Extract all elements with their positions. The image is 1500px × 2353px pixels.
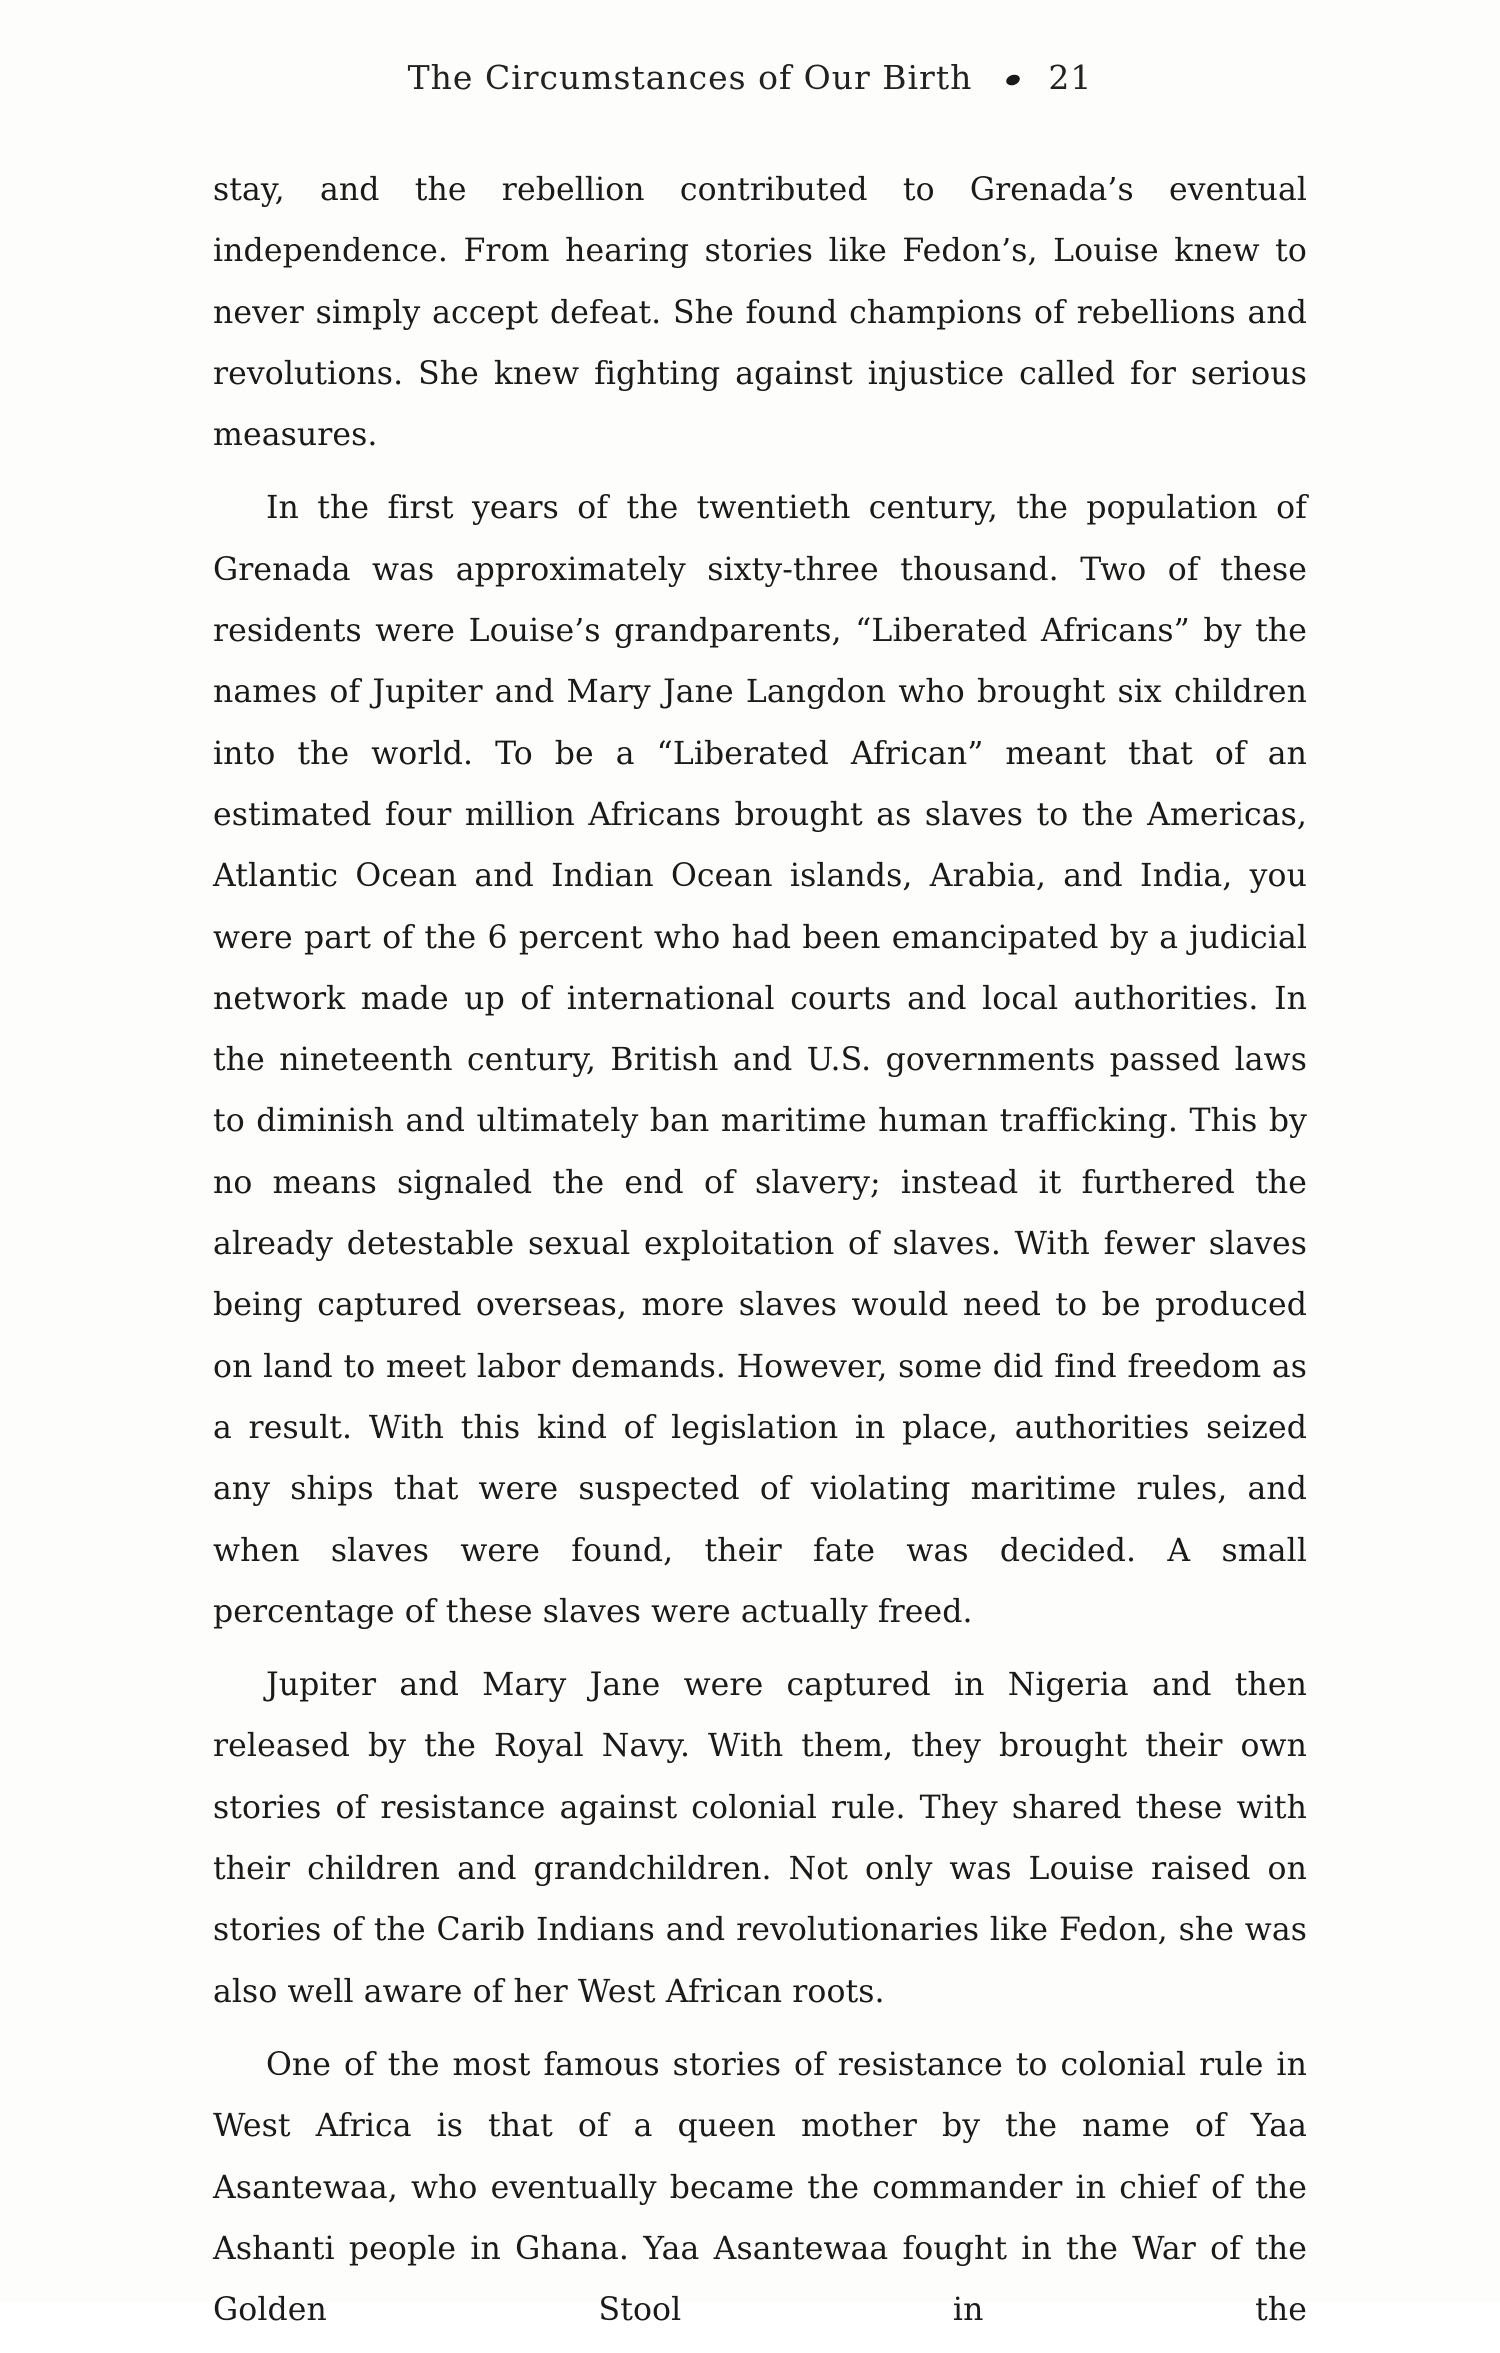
running-header (0, 58, 1500, 97)
bullet-separator-icon (1005, 73, 1022, 87)
paragraph-yaa-asantewaa: One of the most famous stories of resistance to colonial rule in West Africa is that of a queen mother by the name of Yaa Asantewaa, who eventually became the commander in chief of the Ashanti people in Ghana. Yaa Asantewaa fought in the War of the Golden Stool in the (213, 2046, 1307, 2329)
body-text (213, 160, 1307, 2353)
running-title: The Circumstances of Our Birth (407, 58, 973, 97)
page-number: 21 (1048, 58, 1093, 97)
paragraph-jupiter-mary-jane: Jupiter and Mary Jane were captured in Nigeria and then released by the Royal Navy. With them, they brought their own stories of resistance against colonial rule. They shared these with their children and grandchildren. Not only was Louise raised on stories of the Carib Indians and revolutionaries like Fedon, she was also well aware of her West African roots. (213, 1667, 1307, 2010)
paragraph-liberated-africans: In the first years of the twentieth century, the population of Grenada was approximately sixty-three thousand. Two of these residents were Louise’s grandparents, “Liberated Africans” by the names of Jupiter and Mary Jane Langdon who brought six children into the world. To be a “Liberated African” meant that of an estimated four million Africans brought as slaves to the Americas, Atlantic Ocean and Indian Ocean islands, Arabia, and India, you were part of the 6 percent who had been emancipated by a judicial network made up of international courts and local authorities. In the nineteenth century, British and U.S. governments passed laws to diminish and ultimately ban maritime human trafficking. This by no means signaled the end of slavery; instead it furthered the already detestable sexual exploitation of slaves. With fewer slaves being captured overseas, more slaves would need to be produced on land to meet labor demands. However, some did find freedom as a result. With this kind of legislation in place, authorities seized any ships that were suspected of violating maritime rules, and when slaves were found, their fate was decided. A small percentage of these slaves were actually freed. (213, 490, 1307, 1630)
paragraph-continued: stay, and the rebellion contributed to Grenada’s eventual independence. From hearing stories like Fedon’s, Louise knew to never simply accept defeat. She found champions of rebellions and revolutions. She knew fighting against injustice called for serious measures. (213, 172, 1307, 454)
